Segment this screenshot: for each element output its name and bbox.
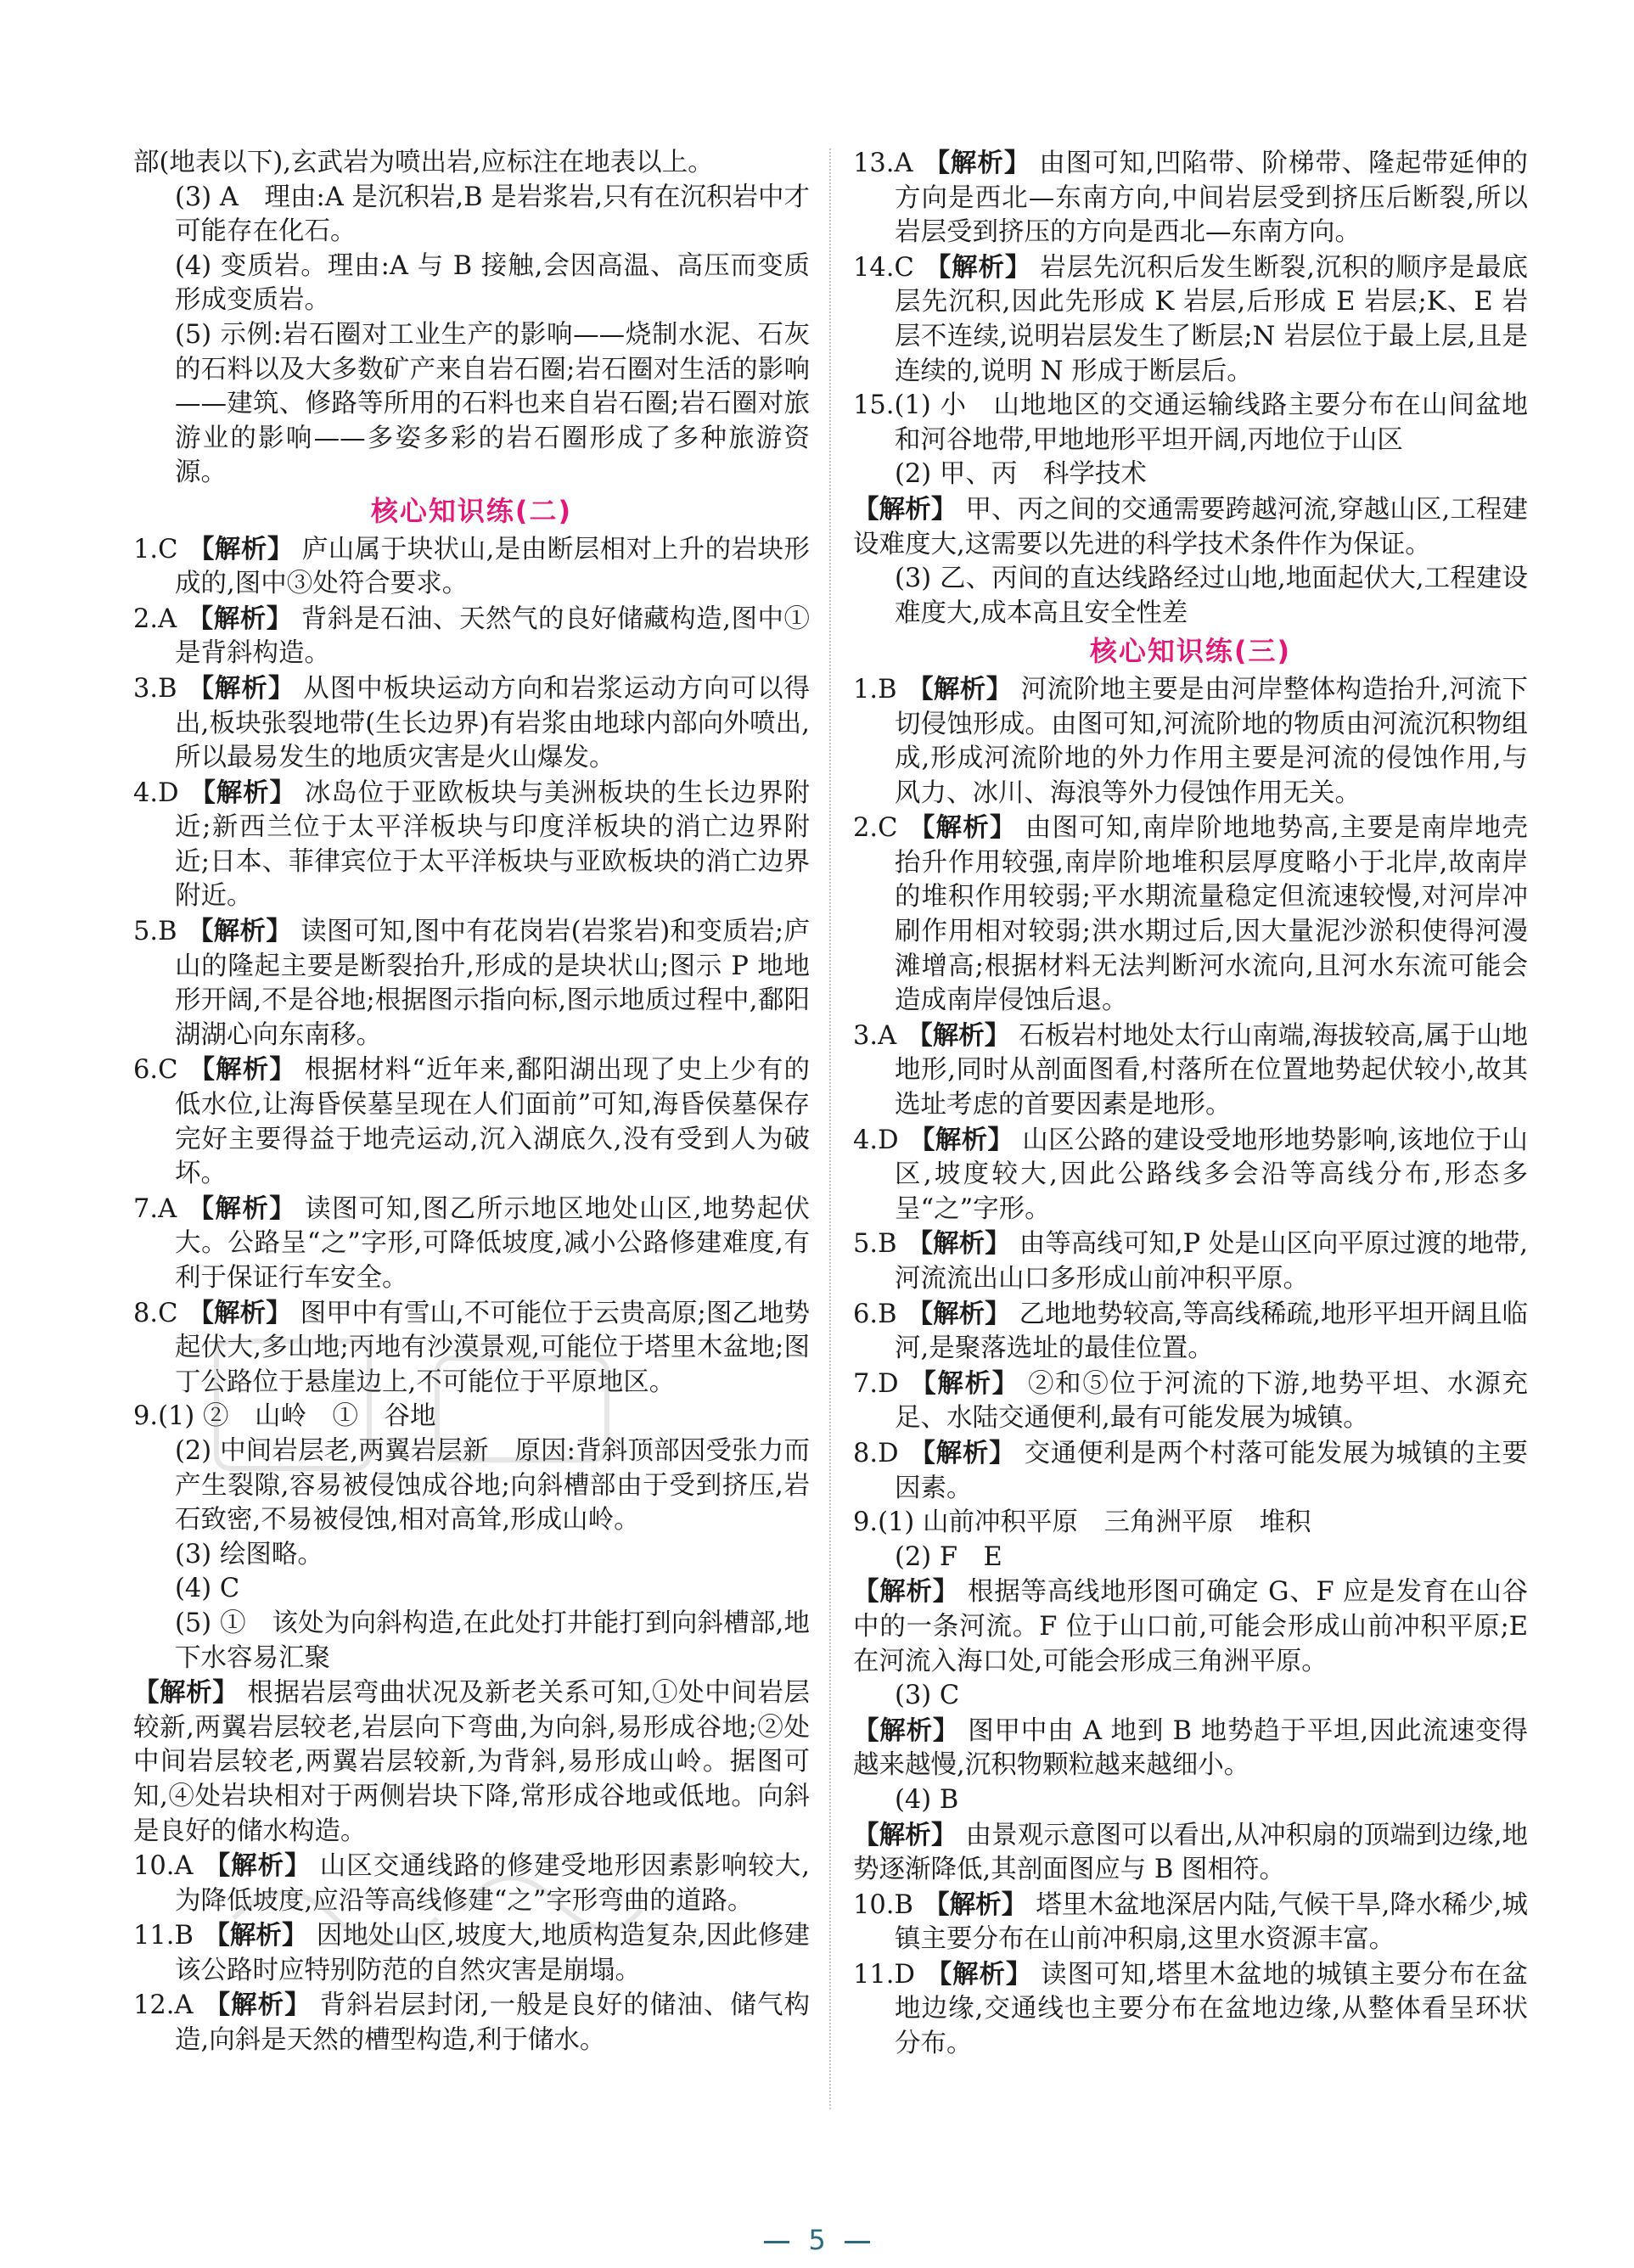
answer-item — [853, 389, 1528, 458]
column-divider — [829, 149, 831, 2109]
answer-item — [853, 1019, 1528, 1123]
analysis-label: 【解析】 — [853, 1576, 959, 1608]
section-heading: 核心知识练(三) — [1089, 635, 1292, 668]
sub-answer: (2) F E — [895, 1541, 1002, 1572]
analysis-label: 【解析】 — [907, 1228, 1011, 1260]
analysis-label: 【解析】 — [853, 1715, 960, 1746]
question-number: 12.A — [133, 1990, 194, 2021]
analysis-label: 【解析】 — [907, 1019, 1011, 1051]
question-number: 5.B — [133, 917, 177, 947]
answer-item — [133, 1192, 810, 1296]
answer-item — [853, 250, 1528, 389]
answer-text: (1) 山前冲积平原 三角洲平原 堆积 — [878, 1507, 1311, 1538]
question-number: 3.A — [853, 1020, 897, 1051]
answer-text: ②和⑤位于河流的下游,地势平坦、水源充足、水陆交通便利,最有可能发展为城镇。 — [895, 1368, 1528, 1434]
explanation-text: 根据岩层弯曲状况及新老关系可知,①处中间岩层较新,两翼岩层较老,岩层向下弯曲,为向斜,易形成谷地;②处中间岩层较老,两翼岩层较新,为背斜,易形成山岭。据图可知,④处岩块相对于两侧岩块下降,常形成谷地或低地。向斜是良好的储水构造。 — [133, 1678, 810, 1846]
question-number: 11.D — [853, 1959, 915, 1990]
question-number: 7.D — [853, 1368, 899, 1399]
sub-answer: (2) 甲、丙 科学技术 — [895, 459, 1147, 490]
analysis-label: 【解析】 — [853, 493, 957, 525]
answer-text: 由图可知,凹陷带、阶梯带、隆起带延伸的方向是西北—东南方向,中间岩层受到挤压后断裂,所以岩层受到挤压的方向是西北—东南方向。 — [895, 149, 1528, 248]
sub-answer: (4) B — [895, 1784, 959, 1815]
question-number: 11.B — [133, 1921, 194, 1951]
answer-text: 岩层先沉积后发生断裂,沉积的顺序是最底层先沉积,因此先形成 K 岩层,后形成 E 岩层;K、E 岩层不连续,说明岩层发生了断层;N 岩层位于最上层,且是连续的,说明 N 形成于断层后。 — [895, 252, 1528, 386]
answer-text: 读图可知,塔里木盆地的城镇主要分布在盆地边缘,交通线也主要分布在盆地边缘,从整体看呈环状分布。 — [895, 1959, 1528, 2059]
question-number: 2.A — [133, 603, 177, 634]
answer-text: 由图可知,南岸阶地地势高,主要是南岸地壳抬升作用较强,南岸阶地堆积层厚度略小于北岸,故南岸的堆积作用较弱;平水期流量稳定但流速较慢,对河岸冲刷作用相对较弱;洪水期过后,因大量泥沙淤积使得河漫滩增高;根据材料无法判断河水流向,且河水东流可能会造成南岸侵蚀后退。 — [895, 813, 1529, 1016]
explanation-text: 甲、丙之间的交通需要跨越河流,穿越山区,工程建设难度大,这需要以先进的科学技术条件作为保证。 — [853, 494, 1529, 559]
answer-text: 山区交通线路的修建受地形因素影响较大,为降低坡度,应沿等高线修建“之”字形弯曲的道路。 — [175, 1851, 810, 1916]
watermark-stamp — [182, 1324, 709, 2063]
question-number: 15. — [853, 390, 895, 421]
answer-item — [853, 1957, 1528, 2062]
sub-answer: (3) 绘图略。 — [175, 1539, 323, 1569]
question-number: 6.B — [853, 1299, 897, 1329]
answer-text: 从图中板块运动方向和岩浆运动方向可以得出,板块张裂地带(生长边界)有岩浆由地球内部向外喷出,所以最易发生的地质灾害是火山爆发。 — [175, 673, 811, 773]
answer-item — [133, 914, 810, 1053]
answer-text: 庐山属于块状山,是由断层相对上升的岩块形成的,图中③处符合要求。 — [175, 534, 810, 599]
answer-item — [133, 602, 810, 671]
answer-text: 河流阶地主要是由河岸整体构造抬升,河流下切侵蚀形成。由图可知,河流阶地的物质由河流沉积物组成,形成河流阶地的外力作用主要是河流的侵蚀作用,与风力、冰川、海浪等外力侵蚀作用无关。 — [895, 674, 1529, 808]
sub-answer: (3) C — [895, 1681, 960, 1711]
explanation-text: 根据等高线地形图可确定 G、F 应是发育在山谷中的一条河流。F 位于山口前,可能会形成山前冲积平原;E 在河流入海口处,可能会形成三角洲平原。 — [853, 1577, 1529, 1676]
analysis-label: 【解析】 — [188, 1297, 292, 1328]
sub-answer: (3) 乙、丙间的直达线路经过山地,地面起伏大,工程建设难度大,成本高且安全性差 — [895, 564, 1528, 628]
section-heading: 核心知识练(二) — [370, 494, 573, 527]
explanation-note — [853, 1818, 1528, 1888]
answer-item — [133, 776, 810, 914]
sub-answer: (3) A 理由:A 是沉积岩,B 是岩浆岩,只有在沉积岩中才可能存在化石。 — [175, 182, 810, 247]
explanation-note — [853, 1714, 1528, 1783]
answer-text: 塔里木盆地深居内陆,气候干旱,降水稀少,城镇主要分布在山前冲积扇,这里水资源丰富。 — [895, 1889, 1528, 1955]
answer-item — [133, 1053, 810, 1191]
continued-text: 部(地表以下),玄武岩为喷出岩,应标注在地表以上。 — [133, 148, 714, 177]
analysis-label: 【解析】 — [188, 533, 294, 564]
footer-dash-left — [764, 2241, 789, 2243]
question-number: 1.C — [133, 534, 178, 564]
question-number: 14.C — [853, 252, 914, 283]
analysis-label: 【解析】 — [853, 1819, 957, 1850]
sub-answer: (5) ① 该处为向斜构造,在此处打井能打到向斜槽部,地下水容易汇聚 — [175, 1608, 810, 1673]
question-number: 9. — [853, 1507, 879, 1538]
explanation-note — [853, 492, 1528, 562]
analysis-label: 【解析】 — [908, 1367, 1019, 1399]
answer-text: 读图可知,图乙所示地区地处山区,地势起伏大。公路呈“之”字形,可降低坡度,减小公路修建难度,有利于保证行车安全。 — [175, 1193, 811, 1293]
right-column — [853, 146, 1528, 2062]
answer-text: 交通便利是两个村落可能发展为城镇的主要因素。 — [895, 1438, 1529, 1503]
question-number: 10.A — [133, 1851, 194, 1882]
analysis-label: 【解析】 — [188, 777, 296, 808]
question-number: 8.C — [133, 1298, 178, 1328]
answer-item — [853, 1227, 1528, 1296]
answer-item — [853, 672, 1528, 811]
sub-answer: (4) C — [175, 1574, 240, 1604]
analysis-label: 【解析】 — [923, 1889, 1028, 1920]
answer-text: 由等高线可知,P 处是山区向平原过渡的地带,河流流出山口多形成山前冲积平原。 — [895, 1229, 1529, 1294]
analysis-label: 【解析】 — [908, 1124, 1014, 1155]
analysis-label: 【解析】 — [203, 1990, 312, 2021]
answer-text: (1) ② 山岭 ① 谷地 — [158, 1401, 436, 1432]
analysis-label: 【解析】 — [923, 148, 1031, 178]
answer-item — [853, 146, 1528, 250]
answer-item — [133, 671, 810, 776]
answer-item — [853, 1367, 1528, 1436]
sub-answer: (2) 中间岩层老,两翼岩层新 原因:背斜顶部因受张力而产生裂隙,容易被侵蚀成谷地;向斜槽部由于受到挤压,岩石致密,不易被侵蚀,相对高耸,形成山岭。 — [175, 1435, 810, 1535]
answer-text: 根据材料“近年来,鄱阳湖出现了史上少有的低水位,让海昏侯墓呈现在人们面前”可知,海昏侯墓保存完好主要得益于地壳运动,沉入湖底久,没有受到人为破坏。 — [175, 1055, 811, 1189]
page-footer — [0, 2224, 1634, 2256]
question-number: 1.B — [853, 674, 897, 705]
question-number: 9. — [133, 1401, 159, 1432]
answer-item — [853, 1123, 1528, 1227]
answer-text: 石板岩村地处太行山南端,海拔较高,属于山地地形,同时从剖面图看,村落所在位置地势起伏较小,故其选址考虑的首要因素是地形。 — [895, 1020, 1529, 1120]
answer-item — [853, 1297, 1528, 1367]
analysis-label: 【解析】 — [187, 1193, 297, 1224]
analysis-label: 【解析】 — [908, 1437, 1016, 1468]
sub-answer: (5) 示例:岩石圈对工业生产的影响——烧制水泥、石灰的石料以及大多数矿产来自岩石圈;岩石圈对生活的影响——建筑、修路等所用的石料也来自岩石圈;岩石圈对旅游业的影响——多姿多彩的岩石圈形成了多种旅游资源。 — [175, 319, 810, 488]
answer-text: 背斜是石油、天然气的良好储藏构造,图中①是背斜构造。 — [175, 603, 810, 669]
explanation-text: 图甲中由 A 地到 B 地势趋于平坦,因此流速变得越来越慢,沉积物颗粒越来越细小。 — [853, 1715, 1528, 1781]
analysis-label: 【解析】 — [187, 672, 295, 704]
question-number: 10.B — [853, 1889, 913, 1920]
answer-item — [853, 1436, 1528, 1506]
answer-item — [133, 532, 810, 602]
answer-text: 图甲中有雪山,不可能位于云贵高原;图乙地势起伏大,多山地;丙地有沙漠景观,可能位于塔里木盆地;图丁公路位于悬崖边上,不可能位于平原地区。 — [175, 1298, 810, 1397]
explanation-text: 由景观示意图可以看出,从冲积扇的顶端到边缘,地势逐渐降低,其剖面图应与 B 图相符。 — [853, 1820, 1529, 1885]
question-number: 13.A — [853, 149, 913, 178]
answer-text: 山区公路的建设受地形地势影响,该地位于山区,坡度较大,因此公路线多会沿等高线分布,形态多呈“之”字形。 — [895, 1125, 1528, 1224]
answer-item — [853, 1888, 1528, 1957]
answer-text: 因地处山区,坡度大,地质构造复杂,因此修建该公路时应特别防范的自然灾害是崩塌。 — [175, 1921, 810, 1985]
analysis-label: 【解析】 — [187, 603, 293, 634]
question-number: 7.A — [133, 1193, 177, 1224]
answer-text: 读图可知,图中有花岗岩(岩浆岩)和变质岩;庐山的隆起主要是断裂抬升,形成的是块状山;图示 P 地地形开阔,不是谷地;根据图示指向标,图示地质过程中,鄱阳湖湖心向东南移。 — [175, 917, 811, 1050]
question-number: 3.B — [133, 673, 177, 704]
analysis-label: 【解析】 — [924, 251, 1032, 283]
answer-text: 乙地地势较高,等高线稀疏,地形平坦开阔且临河,是聚落选址的最佳位置。 — [895, 1299, 1529, 1364]
analysis-label: 【解析】 — [188, 1054, 296, 1086]
analysis-label: 【解析】 — [133, 1677, 239, 1709]
question-number: 4.D — [133, 778, 179, 808]
answer-text: 冰岛位于亚欧板块与美洲板块的生长边界附近;新西兰位于太平洋板块与印度洋板块的消亡边界附近;日本、菲律宾位于太平洋板块与亚欧板块的消亡边界附近。 — [175, 778, 811, 912]
analysis-label: 【解析】 — [924, 1958, 1033, 1990]
question-number: 4.D — [853, 1125, 899, 1155]
analysis-label: 【解析】 — [203, 1850, 312, 1882]
analysis-label: 【解析】 — [907, 673, 1013, 705]
answer-text: (1) 小 山地地区的交通运输线路主要分布在山间盆地和河谷地带,甲地地形平坦开阔,丙地位于山区 — [894, 390, 1528, 455]
analysis-label: 【解析】 — [907, 812, 1017, 844]
sub-answer: (4) 变质岩。理由:A 与 B 接触,会因高温、高压而变质形成变质岩。 — [175, 250, 810, 316]
answer-item — [853, 1506, 1528, 1541]
answer-item — [853, 811, 1528, 1019]
explanation-note — [853, 1575, 1528, 1679]
page-number: 5 — [808, 2224, 826, 2256]
analysis-label: 【解析】 — [187, 916, 293, 947]
question-number: 8.D — [853, 1438, 899, 1468]
analysis-label: 【解析】 — [907, 1298, 1011, 1329]
question-number: 5.B — [853, 1229, 897, 1260]
question-number: 2.C — [853, 813, 898, 844]
footer-dash-right — [845, 2241, 870, 2243]
answer-text: 背斜岩层封闭,一般是良好的储油、储气构造,向斜是天然的槽型构造,利于储水。 — [175, 1990, 810, 2056]
analysis-label: 【解析】 — [203, 1920, 308, 1951]
question-number: 6.C — [133, 1055, 178, 1086]
